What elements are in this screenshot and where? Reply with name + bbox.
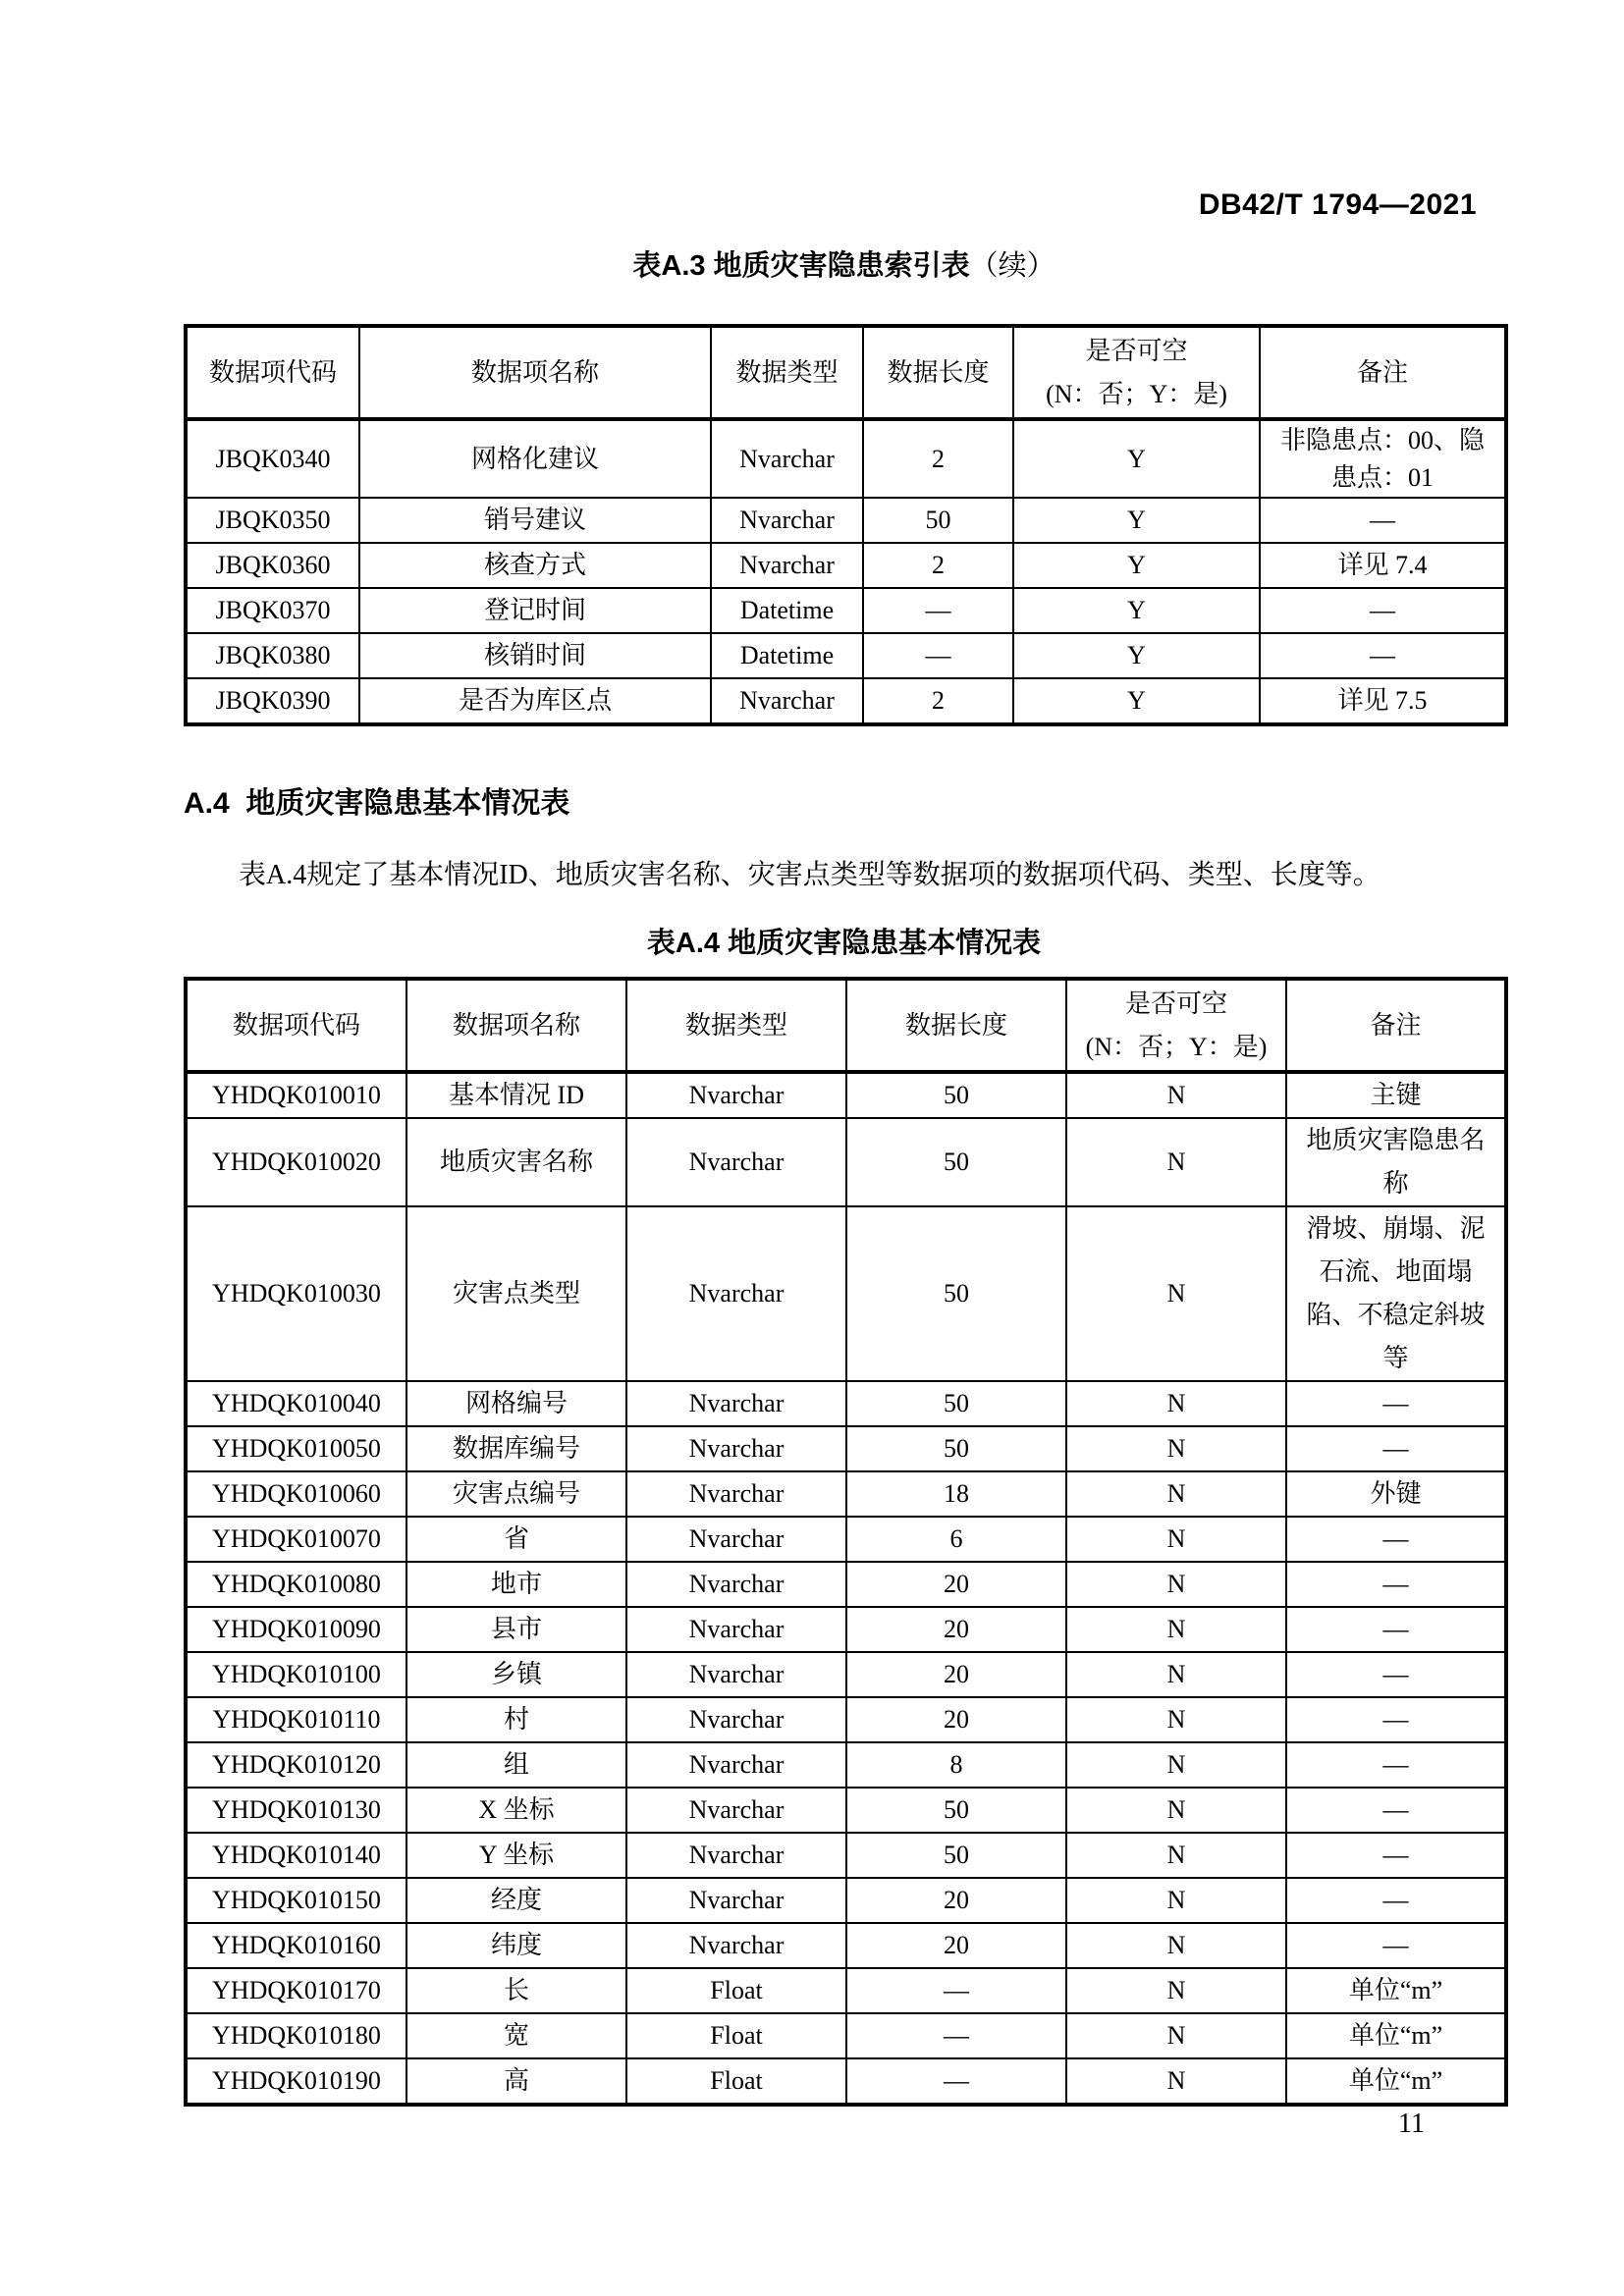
table-cell: 非隐患点：00、隐患点：01 (1260, 419, 1506, 498)
table-cell: N (1066, 1968, 1286, 2013)
table-cell: 详见 7.4 (1260, 543, 1506, 588)
table-cell: 滑坡、崩塌、泥石流、地面塌陷、不稳定斜坡等 (1286, 1206, 1506, 1381)
table-cell: Nvarchar (626, 1471, 846, 1517)
table-row (186, 633, 1506, 678)
table-cell: N (1066, 1923, 1286, 1968)
table-cell: 2 (863, 543, 1013, 588)
table-cell: YHDQK010040 (186, 1381, 406, 1426)
table-cell: 主键 (1286, 1072, 1506, 1118)
table-cell: JBQK0340 (186, 419, 359, 498)
table-cell: 乡镇 (406, 1652, 626, 1697)
table-cell: N (1066, 1788, 1286, 1833)
table-cell: — (1286, 1697, 1506, 1742)
table-row (186, 1517, 1506, 1562)
table-cell: N (1066, 1652, 1286, 1697)
table-row (186, 1833, 1506, 1878)
table-cell: JBQK0350 (186, 498, 359, 543)
table-cell: 宽 (406, 2013, 626, 2058)
table-cell: Nvarchar (626, 1652, 846, 1697)
table-row (186, 1878, 1506, 1923)
table-a4-caption (184, 921, 1504, 961)
column-header (1013, 326, 1260, 419)
table-row (186, 1697, 1506, 1742)
table-cell: N (1066, 1381, 1286, 1426)
table-row (186, 1923, 1506, 1968)
table-cell: 50 (846, 1426, 1066, 1471)
table-cell: YHDQK010140 (186, 1833, 406, 1878)
table-cell: Y (1013, 678, 1260, 724)
section-heading-a4: A.4 地质灾害隐患基本情况表 (184, 787, 570, 820)
table-cell: YHDQK010160 (186, 1923, 406, 1968)
column-header (1066, 979, 1286, 1072)
table-cell: — (1286, 1652, 1506, 1697)
table-cell: 50 (846, 1118, 1066, 1206)
table-cell: Float (626, 1968, 846, 2013)
table-cell: YHDQK010080 (186, 1562, 406, 1607)
table-row (186, 1471, 1506, 1517)
table-cell: Nvarchar (626, 1562, 846, 1607)
table-cell: 6 (846, 1517, 1066, 1562)
table-row (186, 543, 1506, 588)
table-cell: Y (1013, 588, 1260, 633)
table-cell: JBQK0390 (186, 678, 359, 724)
table-cell: 50 (846, 1788, 1066, 1833)
table-cell: Nvarchar (626, 1426, 846, 1471)
table-cell: 组 (406, 1742, 626, 1788)
table-cell: 外键 (1286, 1471, 1506, 1517)
table-cell: N (1066, 1742, 1286, 1788)
header-row (186, 326, 1506, 419)
table-cell: Nvarchar (626, 1118, 846, 1206)
standard-code: DB42/T 1794—2021 (1198, 188, 1477, 221)
table-cell: YHDQK010110 (186, 1697, 406, 1742)
table-cell: 地质灾害隐患名称 (1286, 1118, 1506, 1206)
table-cell: 灾害点编号 (406, 1471, 626, 1517)
table-a4-header (186, 979, 1506, 1072)
table-cell: 县市 (406, 1607, 626, 1652)
table-cell: Float (626, 2013, 846, 2058)
table-cell: YHDQK010150 (186, 1878, 406, 1923)
table-row (186, 419, 1506, 498)
table-cell: YHDQK010070 (186, 1517, 406, 1562)
table-cell: 单位“m” (1286, 2013, 1506, 2058)
table-cell: 50 (846, 1072, 1066, 1118)
table-cell: — (846, 2058, 1066, 2105)
table-cell: N (1066, 1697, 1286, 1742)
table-cell: 2 (863, 678, 1013, 724)
table-cell: 省 (406, 1517, 626, 1562)
table-cell: 8 (846, 1742, 1066, 1788)
table-cell: 地质灾害名称 (406, 1118, 626, 1206)
table-cell: 登记时间 (359, 588, 711, 633)
table-cell: N (1066, 1072, 1286, 1118)
table-cell: — (846, 1968, 1066, 2013)
table-cell: N (1066, 1878, 1286, 1923)
table-cell: YHDQK010060 (186, 1471, 406, 1517)
table-cell: YHDQK010100 (186, 1652, 406, 1697)
table-cell: N (1066, 1562, 1286, 1607)
header-row (186, 979, 1506, 1072)
table-cell: 详见 7.5 (1260, 678, 1506, 724)
table-cell: — (846, 2013, 1066, 2058)
table-cell: — (1286, 1788, 1506, 1833)
table-cell: 核查方式 (359, 543, 711, 588)
table-a3-caption (184, 243, 1504, 284)
table-cell: N (1066, 1118, 1286, 1206)
table-cell: N (1066, 1471, 1286, 1517)
table-cell: YHDQK010190 (186, 2058, 406, 2105)
table-cell: — (1286, 1923, 1506, 1968)
table-row (186, 2013, 1506, 2058)
table-cell: N (1066, 1426, 1286, 1471)
table-cell: 长 (406, 1968, 626, 2013)
table-cell: Nvarchar (711, 678, 863, 724)
table-cell: YHDQK010090 (186, 1607, 406, 1652)
table-row (186, 678, 1506, 724)
table-cell: Nvarchar (626, 1517, 846, 1562)
table-cell: 50 (846, 1833, 1066, 1878)
table-row (186, 1607, 1506, 1652)
table-cell: Datetime (711, 633, 863, 678)
table-cell: 2 (863, 419, 1013, 498)
table-cell: Nvarchar (711, 498, 863, 543)
table-cell: — (1286, 1517, 1506, 1562)
table-cell: — (1286, 1381, 1506, 1426)
table-cell: YHDQK010130 (186, 1788, 406, 1833)
table-cell: N (1066, 1517, 1286, 1562)
table-row (186, 588, 1506, 633)
table-row (186, 1968, 1506, 2013)
table-cell: YHDQK010170 (186, 1968, 406, 2013)
column-header: 数据项名称 (359, 326, 711, 419)
table-row (186, 1788, 1506, 1833)
table-cell: — (863, 588, 1013, 633)
column-header-main: 是否可空 (1124, 988, 1227, 1018)
table-cell: — (1260, 498, 1506, 543)
table-cell: 网格编号 (406, 1381, 626, 1426)
table-a3-caption-main: 表A.3 地质灾害隐患索引表 (632, 250, 970, 282)
table-cell: N (1066, 2058, 1286, 2105)
table-cell: YHDQK010120 (186, 1742, 406, 1788)
table-cell: 20 (846, 1562, 1066, 1607)
table-cell: Nvarchar (626, 1607, 846, 1652)
table-cell: 50 (863, 498, 1013, 543)
column-header: 数据项代码 (186, 326, 359, 419)
table-row (186, 1118, 1506, 1206)
table-cell: Y (1013, 543, 1260, 588)
table-cell: Nvarchar (711, 419, 863, 498)
column-header: 数据类型 (711, 326, 863, 419)
table-a3-body (186, 419, 1506, 724)
table-cell: N (1066, 1206, 1286, 1381)
table-cell: JBQK0380 (186, 633, 359, 678)
table-cell: 高 (406, 2058, 626, 2105)
table-cell: 核销时间 (359, 633, 711, 678)
table-row (186, 1562, 1506, 1607)
table-row (186, 498, 1506, 543)
table-cell: 50 (846, 1206, 1066, 1381)
table-cell: 网格化建议 (359, 419, 711, 498)
table-cell: 20 (846, 1697, 1066, 1742)
table-cell: 村 (406, 1697, 626, 1742)
table-cell: — (1260, 633, 1506, 678)
table-a4-caption-main: 表A.4 地质灾害隐患基本情况表 (646, 928, 1042, 959)
table-cell: Y 坐标 (406, 1833, 626, 1878)
table-a3-caption-suffix: （续） (969, 250, 1056, 282)
table-cell: Nvarchar (626, 1742, 846, 1788)
column-header: 数据项代码 (186, 979, 406, 1072)
table-cell: X 坐标 (406, 1788, 626, 1833)
table-cell: 纬度 (406, 1923, 626, 1968)
table-cell: — (863, 633, 1013, 678)
table-cell: YHDQK010180 (186, 2013, 406, 2058)
page-number: 11 (1398, 2109, 1425, 2139)
table-cell: 数据库编号 (406, 1426, 626, 1471)
table-a3-header (186, 326, 1506, 419)
column-header: 数据项名称 (406, 979, 626, 1072)
table-row (186, 2058, 1506, 2105)
section-paragraph: 表A.4规定了基本情况ID、地质灾害名称、灾害点类型等数据项的数据项代码、类型、长度等。 (239, 860, 1380, 890)
table-cell: Nvarchar (626, 1833, 846, 1878)
table-cell: N (1066, 1833, 1286, 1878)
table-a3 (184, 324, 1508, 726)
table-cell: 20 (846, 1607, 1066, 1652)
table-row (186, 1072, 1506, 1118)
table-cell: Nvarchar (626, 1788, 846, 1833)
table-cell: 单位“m” (1286, 1968, 1506, 2013)
table-row (186, 1652, 1506, 1697)
table-cell: 18 (846, 1471, 1066, 1517)
table-cell: Nvarchar (711, 543, 863, 588)
column-header: 数据类型 (626, 979, 846, 1072)
table-cell: 20 (846, 1923, 1066, 1968)
column-header-main: 是否可空 (1085, 336, 1188, 365)
table-cell: N (1066, 1607, 1286, 1652)
table-cell: Y (1013, 419, 1260, 498)
table-cell: 20 (846, 1652, 1066, 1697)
column-header-sub: (N：否；Y：是) (1046, 379, 1227, 408)
table-cell: Nvarchar (626, 1697, 846, 1742)
table-cell: YHDQK010010 (186, 1072, 406, 1118)
table-cell: Y (1013, 498, 1260, 543)
table-a4-body (186, 1072, 1506, 2105)
table-cell: 地市 (406, 1562, 626, 1607)
table-cell: JBQK0360 (186, 543, 359, 588)
table-cell: Nvarchar (626, 1878, 846, 1923)
table-cell: Nvarchar (626, 1381, 846, 1426)
table-cell: YHDQK010050 (186, 1426, 406, 1471)
table-cell: — (1286, 1878, 1506, 1923)
column-header-sub: (N：否；Y：是) (1085, 1032, 1268, 1061)
table-cell: 灾害点类型 (406, 1206, 626, 1381)
table-cell: 销号建议 (359, 498, 711, 543)
column-header: 备注 (1260, 326, 1506, 419)
table-cell: Datetime (711, 588, 863, 633)
table-cell: N (1066, 2013, 1286, 2058)
table-cell: — (1286, 1742, 1506, 1788)
table-cell: 基本情况 ID (406, 1072, 626, 1118)
table-cell: 经度 (406, 1878, 626, 1923)
table-cell: YHDQK010020 (186, 1118, 406, 1206)
table-cell: Nvarchar (626, 1072, 846, 1118)
table-cell: — (1260, 588, 1506, 633)
table-cell: Y (1013, 633, 1260, 678)
table-cell: 50 (846, 1381, 1066, 1426)
table-row (186, 1426, 1506, 1471)
column-header: 数据长度 (846, 979, 1066, 1072)
table-cell: JBQK0370 (186, 588, 359, 633)
table-cell: — (1286, 1607, 1506, 1652)
table-row (186, 1742, 1506, 1788)
table-a4 (184, 977, 1508, 2107)
column-header: 备注 (1286, 979, 1506, 1072)
table-cell: Float (626, 2058, 846, 2105)
table-row (186, 1381, 1506, 1426)
table-cell: YHDQK010030 (186, 1206, 406, 1381)
table-cell: — (1286, 1562, 1506, 1607)
table-cell: — (1286, 1833, 1506, 1878)
table-cell: 单位“m” (1286, 2058, 1506, 2105)
table-cell: — (1286, 1426, 1506, 1471)
column-header: 数据长度 (863, 326, 1013, 419)
table-cell: 20 (846, 1878, 1066, 1923)
table-cell: 是否为库区点 (359, 678, 711, 724)
table-cell: Nvarchar (626, 1923, 846, 1968)
table-cell: Nvarchar (626, 1206, 846, 1381)
table-row (186, 1206, 1506, 1381)
